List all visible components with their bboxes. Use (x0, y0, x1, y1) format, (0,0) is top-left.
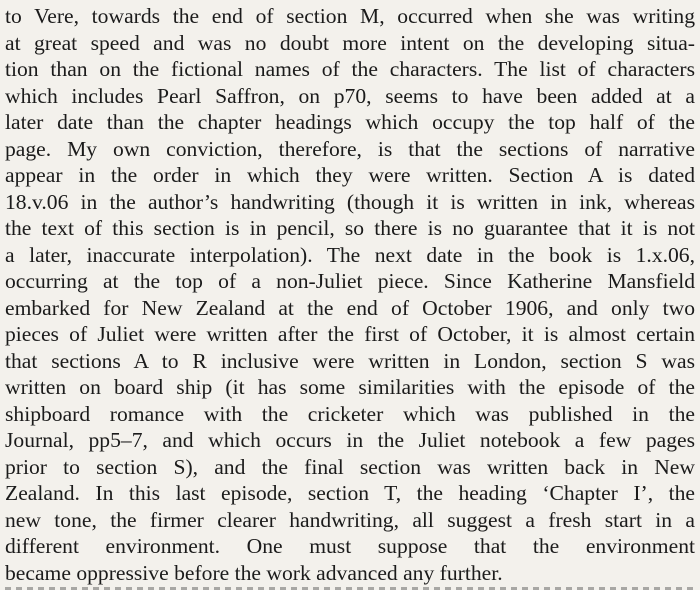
text-line: a later, inaccurate interpolation). The next date in the book is 1.x.06, (5, 242, 695, 267)
text-line: new tone, the firmer clearer handwriting, all suggest a fresh start in a (5, 507, 695, 532)
text-line: Journal, pp5–7, and which occurs in the Juliet notebook a few pages (5, 428, 695, 452)
text-line: Zealand. In this last episode, section T, the heading ‘Chapter I’, the (5, 481, 695, 505)
text-line: appear in the order in which they were written. Section A is dated (5, 163, 695, 187)
text-line: which includes Pearl Saffron, on p70, seems to have been added at a (5, 83, 695, 108)
text-line: to Vere, towards the end of section M, occurred when she was writing (5, 4, 695, 28)
body-paragraph (5, 3, 695, 586)
text-line: tion than on the fictional names of the characters. The list of characters (5, 57, 695, 81)
text-line: page. My own conviction, therefore, is that the sections of narrative (5, 136, 695, 161)
text-line: the text of this section is in pencil, so there is no guarantee that it is not (5, 216, 695, 240)
text-line: different environment. One must suppose that the environment (5, 534, 695, 558)
text-line: pieces of Juliet were written after the first of October, it is almost certain (5, 322, 695, 346)
text-line: became oppressive before the work advanced any further. (5, 560, 503, 585)
text-line: 18.v.06 in the author’s handwriting (though it is written in ink, whereas (5, 189, 695, 214)
text-line: prior to section S), and the final section was written back in New (5, 454, 695, 479)
text-line: that sections A to R inclusive were written in London, section S was (5, 348, 695, 373)
cut-off-next-line (5, 584, 695, 590)
text-line: later date than the chapter headings which occupy the top half of the (5, 110, 695, 134)
text-line: embarked for New Zealand at the end of October 1906, and only two (5, 295, 695, 320)
text-line: written on board ship (it has some similarities with the episode of the (5, 375, 695, 399)
text-line: at great speed and was no doubt more intent on the developing situa- (5, 30, 695, 55)
text-line: occurring at the top of a non-Juliet piece. Since Katherine Mansfield (5, 269, 695, 293)
text-line: shipboard romance with the cricketer which was published in the (5, 401, 695, 426)
